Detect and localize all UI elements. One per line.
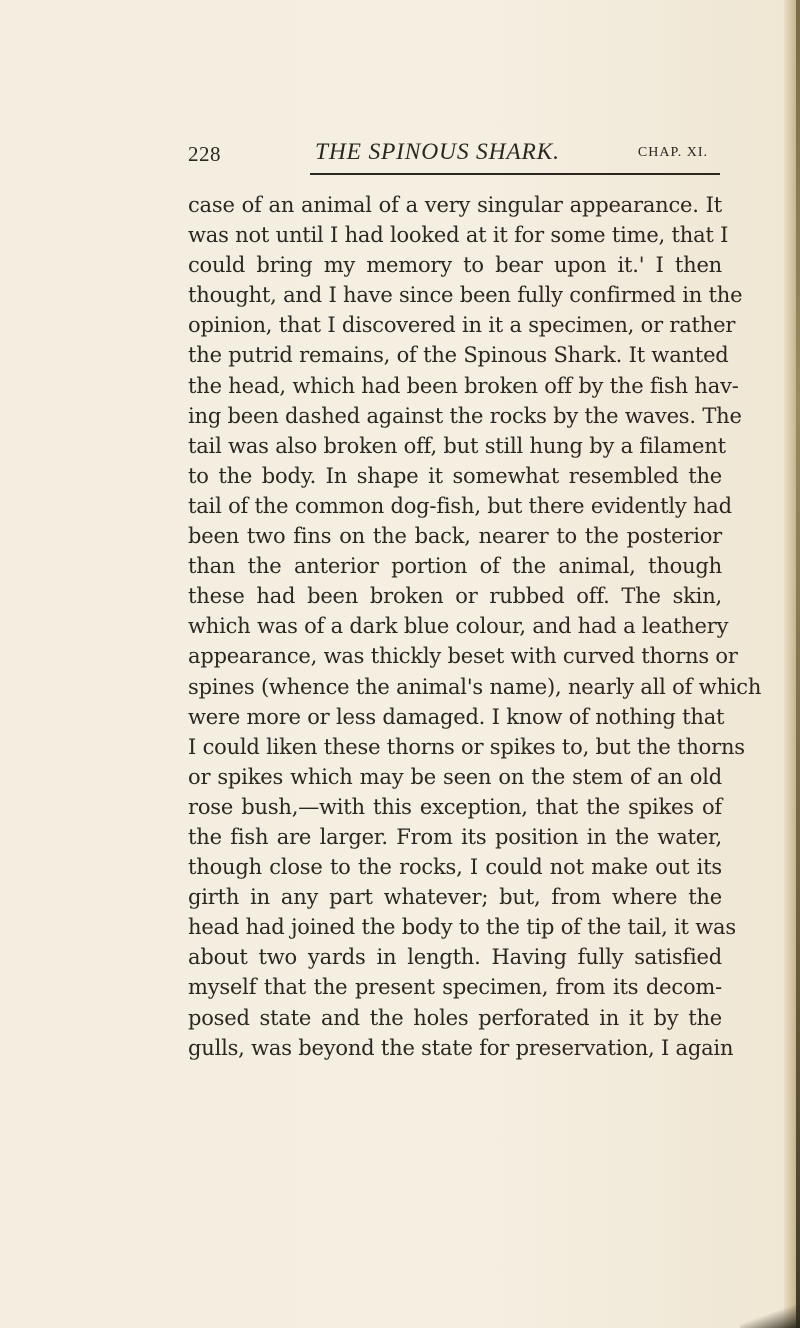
text-line: to the body. In shape it somewhat resembled the: [188, 463, 722, 488]
text-line: rose bush,—with this exception, that the spikes of: [188, 794, 722, 819]
text-line: were more or less damaged. I know of nothing that: [188, 704, 725, 729]
text-line: appearance, was thickly beset with curved thorns or: [188, 644, 738, 669]
text-line: girth in any part whatever; but, from where the: [188, 885, 722, 910]
text-line: could bring my memory to bear upon it.' I then: [188, 253, 722, 278]
text-line: ing been dashed against the rocks by the waves. The: [188, 403, 742, 428]
text-line: I could liken these thorns or spikes to, but the thorns: [188, 734, 745, 759]
page-corner-shadow: [740, 1298, 800, 1328]
text-line: tail was also broken off, but still hung by a filament: [188, 433, 726, 458]
text-line: spines (whence the animal's name), nearly all of which: [188, 674, 762, 699]
text-line: than the anterior portion of the animal, though: [188, 554, 722, 579]
text-line: the fish are larger. From its position in the water,: [188, 824, 722, 849]
text-line: gulls, was beyond the state for preservation, I again: [188, 1035, 734, 1060]
running-title: THE SPINOUS SHARK.: [315, 139, 560, 165]
text-line: case of an animal of a very singular appearance. It: [188, 193, 722, 217]
text-line: tail of the common dog-fish, but there evidently had: [188, 493, 732, 518]
text-line: the putrid remains, of the Spinous Shark. It wanted: [188, 343, 729, 368]
page-number: 228: [188, 142, 221, 166]
chapter-label: CHAP. XI.: [637, 145, 708, 160]
text-line: was not until I had looked at it for some time, that I: [188, 223, 729, 248]
text-line: posed state and the holes perforated in it by the: [188, 1005, 722, 1030]
text-line: though close to the rocks, I could not make out its: [188, 855, 722, 880]
text-line: opinion, that I discovered in it a specimen, or rather: [188, 313, 736, 338]
text-line: head had joined the body to the tip of the tail, it was: [188, 915, 736, 940]
text-line: the head, which had been broken off by the fish hav-: [188, 373, 739, 398]
text-line: been two fins on the back, nearer to the posterior: [188, 524, 722, 549]
body-text: [188, 190, 762, 1063]
text-line: about two yards in length. Having fully satisfied: [188, 945, 722, 970]
text-line: or spikes which may be seen on the stem of an old: [188, 764, 722, 789]
running-header: [188, 138, 708, 172]
text-line: which was of a dark blue colour, and had a leathery: [188, 614, 729, 639]
text-line: these had been broken or rubbed off. The skin,: [188, 584, 722, 609]
text-line: myself that the present specimen, from its decom-: [188, 975, 722, 1000]
header-rule: [310, 173, 720, 175]
text-line: thought, and I have since been fully confirmed in the: [188, 283, 743, 308]
page-edge-binding: [796, 0, 800, 1328]
